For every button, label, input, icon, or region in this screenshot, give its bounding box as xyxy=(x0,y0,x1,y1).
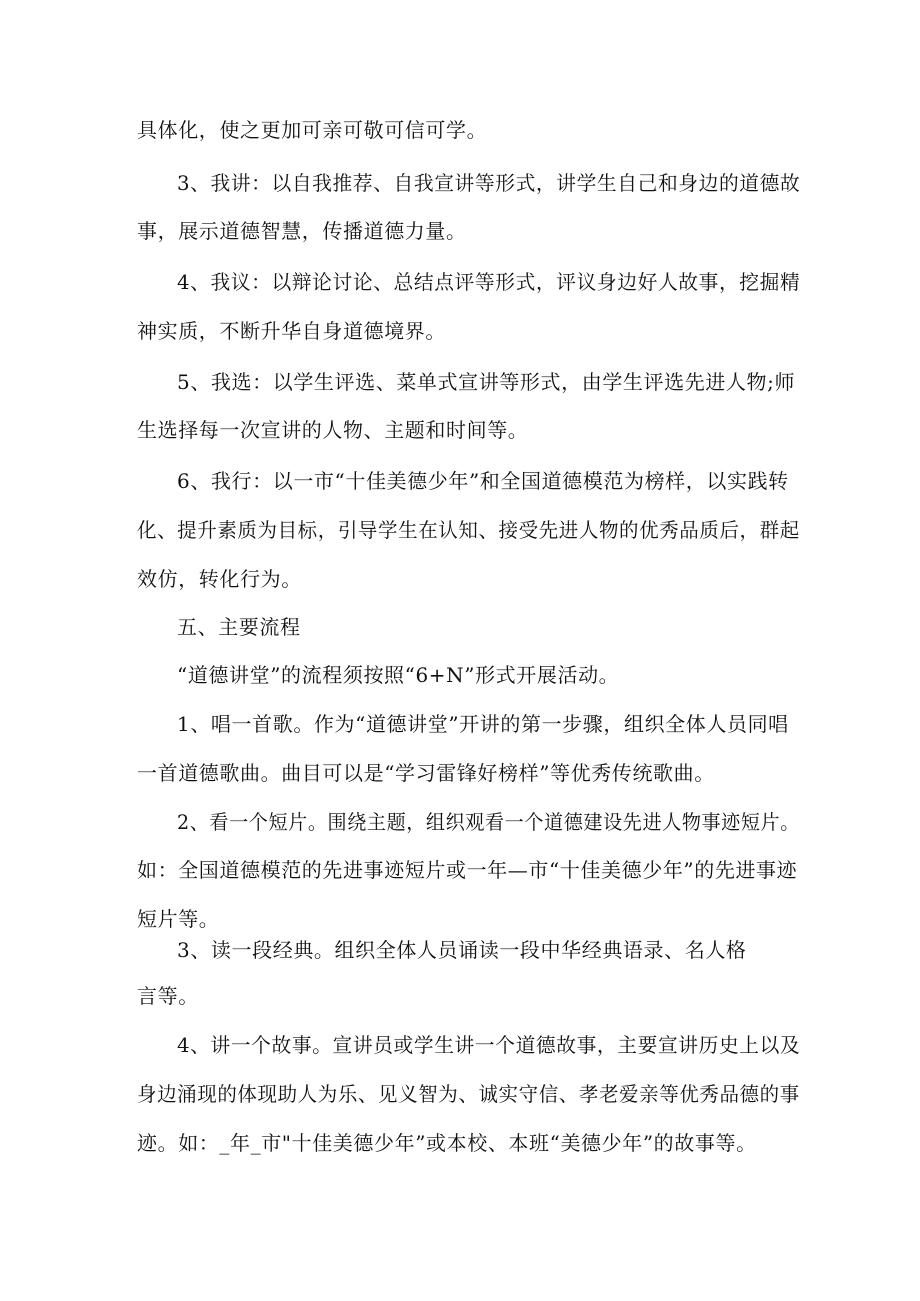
text-line-20: 4、讲一个故事。宣讲员或学生讲一个道德故事，主要宣讲历史上以及 xyxy=(177,1033,801,1057)
text-line-7: 生选择每一次宣讲的人物、主题和时间等。 xyxy=(137,418,529,442)
text-line-22: 迹。如：_年_市"十佳美德少年”或本校、本班“美德少年”的故事等。 xyxy=(137,1131,757,1155)
text-line-21: 身边涌现的体现助人为乐、见义智为、诚实守信、孝老爱亲等优秀品德的事 xyxy=(137,1082,800,1106)
text-line-14: 一首道德歌曲。曲目可以是“学习雷锋好榜样”等优秀传统歌曲。 xyxy=(137,761,715,785)
text-line-5: 神实质，不断升华自身道德境界。 xyxy=(137,319,446,343)
text-line-16: 如：全国道德模范的先进事迹短片或一年—市“十佳美德少年”的先进事迹 xyxy=(137,858,798,882)
text-line-13: 1、唱一首歌。作为“道德讲堂”开讲的第一步骤，组织全体人员同唱 xyxy=(177,712,789,736)
text-line-3: 事，展示道德智慧，传播道德力量。 xyxy=(137,219,467,243)
text-line-6: 5、我选：以学生评选、菜单式宣讲等形式，由学生评选先进人物;师 xyxy=(177,370,796,394)
section-heading: 五、主要流程 xyxy=(177,615,301,639)
text-line-2: 3、我讲：以自我推荐、自我宣讲等形式，讲学生自己和身边的道德故 xyxy=(177,171,801,195)
text-line-18: 3、读一段经典。组织全体人员诵读一段中华经典语录、名人格 xyxy=(177,938,747,962)
text-line-19: 言等。 xyxy=(137,984,199,1008)
text-line-10: 效仿，转化行为。 xyxy=(137,567,302,591)
text-line-1: 具体化，使之更加可亲可敬可信可学。 xyxy=(137,118,488,142)
text-line-17: 短片等。 xyxy=(137,907,220,931)
text-line-15: 2、看一个短片。围绕主题，组织观看一个道德建设先进人物事迹短片。 xyxy=(177,810,800,834)
text-line-8: 6、我行：以一市“十佳美德少年”和全国道德模范为榜样，以实践转 xyxy=(177,469,789,493)
text-line-4: 4、我议：以辩论讨论、总结点评等形式，评议身边好人故事，挖掘精 xyxy=(177,270,801,294)
text-line-12: “道德讲堂”的流程须按照“6+N”形式开展活动。 xyxy=(177,663,620,687)
text-line-9: 化、提升素质为目标，引导学生在认知、接受先进人物的优秀品质后，群起 xyxy=(137,518,800,542)
